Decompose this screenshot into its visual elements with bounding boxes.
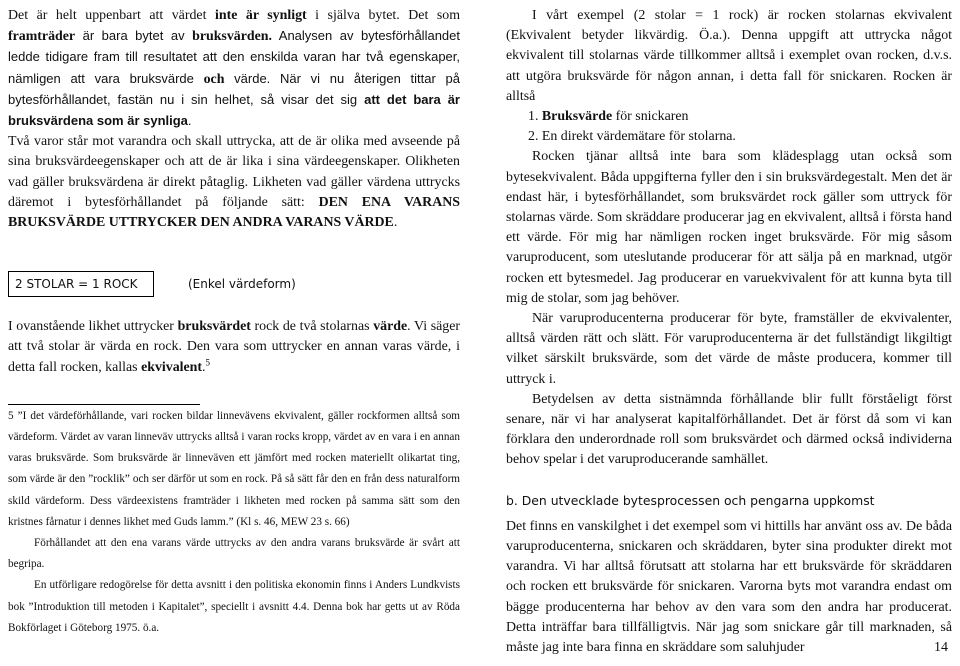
equivalent-list (506, 107, 952, 147)
right-paragraph-3: När varuproducenterna producerar för byte, framställer de ekvivalenter, alltså värden rätt och slätt. För varuproducenterna är det fullständigt likgiltigt vilket särskilt bruksvärde, som det värde de måste producera, kommer till uttryck i. (506, 311, 952, 387)
footnote-5: 5 ”I det värdeförhållande, vari rocken bildar linnevävens ekvivalent, gäller rockformen alltså som värdeform. Värdet av varan linneväv uttrycks alltså i varan rocks kropp, värdet av en vara i en annan varas bruksvärde. Som bruksvärde är linneväven ett jämfört med rocken materiellt olikartat ting, som värde är den ”rocklik” och ser därför ut som en rock. På så sätt får den en från dess naturalform skild värdeform. Dess värdeexistens framträder i likheten med rocken på samma sätt som den kristnes fårnatur i dennes likhet med Guds lamm.” (Kl s. 46, MEW 23 s. 66) (8, 409, 460, 528)
text-run: värde (373, 319, 408, 335)
footnotes (8, 406, 460, 639)
page-number: 14 (934, 640, 948, 655)
section-heading-b: b. Den utvecklade bytesprocessen och pengarna uppkomst (506, 492, 875, 508)
value-form-equation: 2 STOLAR = 1 ROCK (15, 277, 138, 292)
text-run: 5 (205, 357, 211, 368)
text-run: och (203, 71, 225, 87)
left-column (8, 6, 460, 639)
list-item: 1. Bruksvärde för snickaren (528, 109, 689, 125)
text-run: I ovanstående likhet uttrycker (8, 319, 178, 335)
left-paragraph-3 (8, 317, 460, 378)
right-paragraph-2: Rocken tjänar alltså inte bara som klädesplagg utan också som bytesekvivalent. Båda uppgifterna fyller den i sin bruksvärdegestalt. Men det är endast här, i bytesförhållandet, som bruksvärdet rock gäller som uttryck för stolarnas värde. Som skräddare producerar jag en ekvivalent, alltså i första hand ett värde. För mig har nämligen rocken inget bruksvärde. För mig såsom varuproducent, som uteslutande producerar för att sälja på en marknad, utgör rocken ett bytesmedel. Jag producerar en varuekvivalent för att kunna byta till mig de stolar, som jag behöver. (506, 149, 952, 306)
text-run: Två varor står mot varandra och skall uttrycka, att de är olika med avseende på sina bruksvärdeegenskaper och att de är lika i sina värdeegenskaper. Olikheten vad gäller bruksvärdena är direkt påtaglig. Likheten vad gäller värdena uttrycks däremot i bytesförhållandet på följande sätt: (8, 134, 460, 210)
value-form-note: (Enkel värdeform) (188, 277, 296, 292)
text-run: är bara bytet av (75, 28, 193, 44)
footnote-5-continuation-1: Förhållandet att den ena varans värde uttrycks av den andra varans bruksvärde är svårt att begripa. (8, 537, 460, 571)
footnote-divider (8, 404, 200, 405)
text-run: ekvivalent (141, 359, 203, 375)
text-run: . Vi säger att två stolar är värda en rock. Den vara som uttrycker en annan varas värde, i detta fall rocken, kallas (8, 319, 460, 375)
text-run: bruksvärdet (177, 319, 251, 335)
right-paragraph-1: I vårt exempel (2 stolar = 1 rock) är rocken stolarnas ekvivalent (Ekvivalent betyder likvärdig. Ö.a.). Denna uppgift att uttrycka något ekvivalent till stolarnas värde tillkommer alltså i exemplet ovan rocken, d.v.s. att utgöra bruksvärde för någon annan, i detta fall för snickaren. Rocken är alltså (506, 8, 952, 104)
right-paragraph-5: Det finns en vanskilghet i det exempel som vi hittills har använt oss av. De båda varuproducenterna, snickaren och skräddaren, byter sina produkter direkt mot varandra. Vi har alltså förutsatt att stolarna har ett bruksvärde för skräddaren och rocken ett bruksvärde för snickaren. Varorna byts mot varandra endast om bägge producenterna har behov av den vara som den andra har producerat. Detta inträffar bara tillfälligtvis. När jag som snickare går till marknaden, så måste jag inte bara finna en skräddare som saluhjuder (506, 518, 952, 656)
value-form-equation-box (8, 271, 154, 297)
list-item: 2. En direkt värdemätare för stolarna. (528, 129, 736, 145)
value-form-box-row (8, 271, 460, 297)
text-run: . (393, 215, 398, 231)
text-run: värde. (224, 70, 271, 86)
text-run: inte är synligt (214, 8, 307, 23)
text-run: bruksvärden. (192, 29, 272, 45)
left-paragraph-1 (8, 6, 460, 132)
text-run: rock de två stolarnas (250, 319, 374, 335)
text-run: . (202, 359, 206, 375)
text-run: Det är helt uppenbart att värdet (8, 8, 215, 23)
right-column (506, 6, 952, 658)
text-run: DEN ENA VARANS BRUKSVÄRDE UTTRYCKER DEN ANDRA VARANS VÄRDE (8, 194, 460, 231)
text-run: i själva bytet. Det som (306, 8, 460, 23)
footnote-5-continuation-2: En utförligare redogörelse för detta avsnitt i den politiska ekonomin finns i Anders Lundkvists bok ”Introduktion till metoden i Kapitalet”, speciellt i avsnitt 4.4. Denna bok har getts ut av Röda Bokförlaget i Göteborg 1975. ö.a. (8, 579, 460, 634)
text-run: Analysen av bytesförhållandet ledde tidigare fram till resultatet att den enskilda varan har två egenskaper, nämligen att vara bruksvärde (8, 28, 460, 86)
text-run: att det bara är bruksvärdena som är synliga (8, 91, 460, 129)
text-run: . (187, 113, 192, 129)
right-paragraph-4: Betydelsen av detta sistnämnda förhållande blir fullt förståeligt först senare, när vi har analyserat kapitalförhållandet. Det är först då som vi kan förklara den underordnade roll som bruksvärdet och därmed också individerna behov spelar i det varuproducerande samhället. (506, 391, 952, 468)
text-run: framträder (8, 29, 76, 45)
left-paragraph-2 (8, 132, 460, 233)
text-run: När vi nu återigen tittar på bytesförhållandet, fastän nu i sin helhet, så visar det sig (8, 70, 460, 107)
